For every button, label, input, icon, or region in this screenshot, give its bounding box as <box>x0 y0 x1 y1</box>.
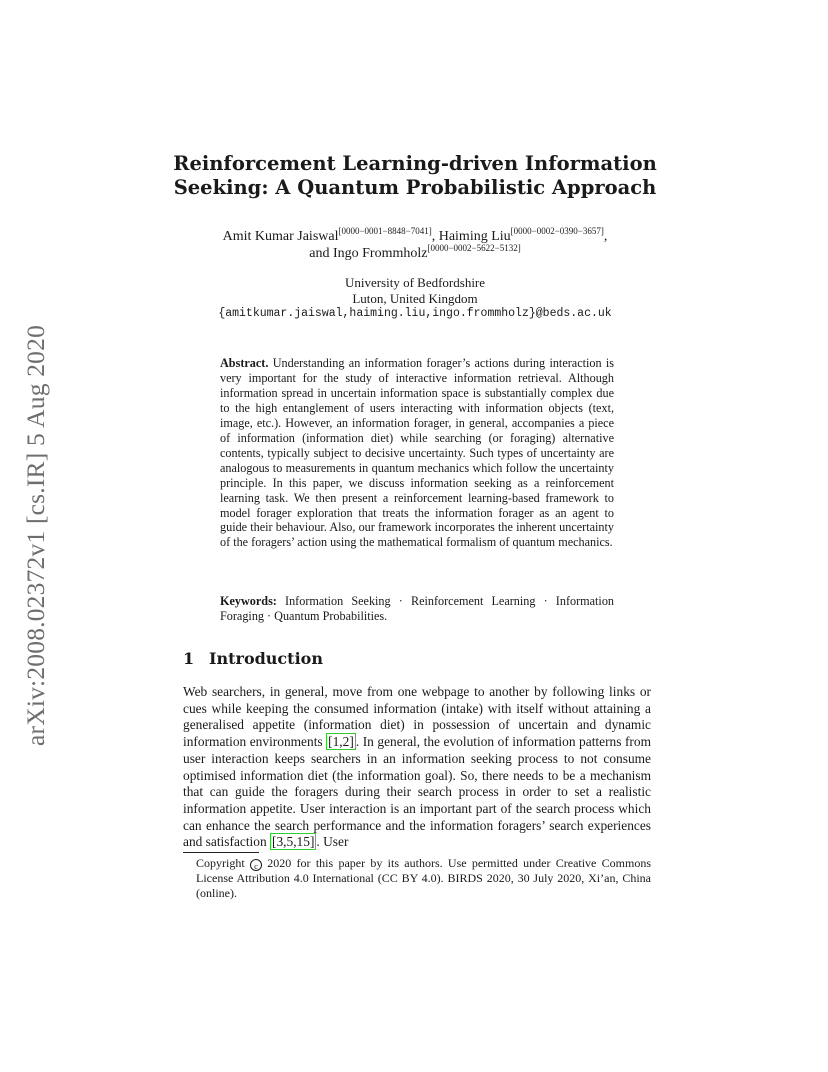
introduction-body <box>183 684 651 851</box>
body-text-part-1: Web searchers, in general, move from one webpage to another by following links or cues while keeping the consumed information (intake) with itself without attaining a generalised appetite (information diet) in possession of uncertain and dynamic information environments <box>183 684 651 750</box>
copyright-icon: c <box>250 859 262 871</box>
author-line-2 <box>150 245 680 262</box>
paper-title-line-1: Reinforcement Learning-driven Information <box>173 152 657 175</box>
affiliation-block <box>150 275 680 322</box>
author-prefix: and <box>309 246 333 261</box>
keywords-text: Information Seeking · Reinforcement Learning · Information Foraging · Quantum Probabilities. <box>220 594 615 623</box>
section-heading <box>183 649 323 669</box>
author-name: Ingo Frommholz <box>332 246 428 261</box>
author-name: Amit Kumar Jaiswal <box>222 229 339 244</box>
author-line-1 <box>150 228 680 245</box>
author-orcid: [0000−0002−0390−3657] <box>510 226 604 236</box>
citation-link[interactable]: [1,2] <box>328 734 354 750</box>
keywords <box>220 594 614 624</box>
author-separator: , <box>603 229 608 244</box>
author-orcid: [0000−0002−5622−5132] <box>427 243 521 253</box>
body-text-part-3: . User <box>316 834 349 850</box>
affiliation-institution: University of Bedfordshire <box>344 275 486 290</box>
abstract <box>220 356 614 550</box>
affiliation-location: Luton, United Kingdom <box>352 290 478 306</box>
paper-title-line-2: Seeking: A Quantum Probabilistic Approach <box>173 176 657 199</box>
section-title: Introduction <box>209 649 323 668</box>
keywords-label: Keywords: <box>220 594 277 608</box>
author-list <box>150 228 680 262</box>
author-name: Haiming Liu <box>438 229 511 244</box>
copyright-prefix: Copyright <box>196 856 245 870</box>
footnote-paragraph <box>196 856 651 901</box>
citation-link[interactable]: [3,5,15] <box>272 834 315 850</box>
affiliation-emails: {amitkumar.jaiswal,haiming.liu,ingo.frommholz}@beds.ac.uk <box>218 307 612 320</box>
author-separator: , <box>431 229 439 244</box>
abstract-paragraph <box>220 356 614 550</box>
copyright-footnote <box>196 856 651 901</box>
paper-title <box>150 152 680 200</box>
body-paragraph <box>183 684 651 851</box>
abstract-label: Abstract. <box>220 356 269 370</box>
footnote-text: 2020 for this paper by its authors. Use permitted under Creative Commons License Attribution 4.0 International (CC BY 4.0). BIRDS 2020, 30 July 2020, Xi’an, China (online). <box>196 856 652 900</box>
section-number: 1 <box>183 649 195 668</box>
body-text-part-2: . In general, the evolution of information patterns from user interaction keeps searchers in an information seeking process to not consume optimised information diet (the information goal). So, there needs to be a mechanism that can guide the foragers during their search process in order to set a realistic information appetite. User interaction is an important part of the search process which can enhance the search performance and the information foragers’ search experiences and satisfaction <box>183 734 651 850</box>
footnote-divider <box>183 852 259 853</box>
author-orcid: [0000−0001−8848−7041] <box>338 226 432 236</box>
arxiv-identifier-stamp <box>22 296 50 746</box>
abstract-text: Understanding an information forager’s actions during interaction is very important for the study of interactive information retrieval. Although information spread in uncertain information space is substantially complex due to the high entanglement of users interacting with information objects (text, image, etc.). However, an information forager, in general, accompanies a piece of information (information diet) while searching (or foraging) alternative contents, typically subject to decisive uncertainty. Such types of uncertainty are analogous to measurements in quantum mechanics which follow the uncertainty principle. In this paper, we discuss information seeking as a reinforcement learning task. We then present a reinforcement learning-based framework to model forager exploration that treats the information forager as an agent to guide their behaviour. Also, our framework incorporates the inherent uncertainty of the foragers’ action using the mathematical formalism of quantum mechanics. <box>220 356 614 550</box>
arxiv-identifier-text: arXiv:2008.02372v1 [cs.IR] 5 Aug 2020 <box>21 324 50 746</box>
